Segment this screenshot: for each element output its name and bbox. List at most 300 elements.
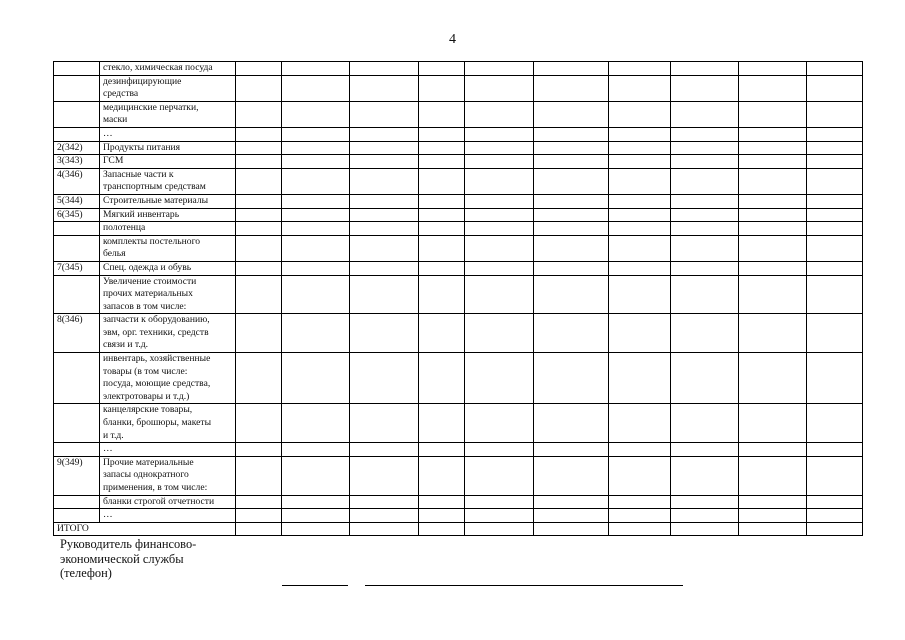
row-name-line: медицинские перчатки, <box>103 101 199 113</box>
table-row <box>54 456 863 495</box>
empty-cell <box>807 456 863 495</box>
row-name <box>100 456 236 495</box>
empty-cell <box>465 314 534 353</box>
row-code <box>54 509 100 523</box>
empty-cell <box>671 509 739 523</box>
row-code: 2(342) <box>54 141 100 155</box>
row-name <box>100 141 236 155</box>
empty-cell <box>807 75 863 101</box>
empty-cell <box>609 101 671 127</box>
empty-cell <box>236 456 282 495</box>
row-code: 3(343) <box>54 155 100 169</box>
empty-cell <box>609 127 671 141</box>
empty-cell <box>419 235 465 261</box>
row-code: 6(345) <box>54 208 100 222</box>
empty-cell <box>609 443 671 457</box>
empty-cell <box>350 404 419 443</box>
empty-cell <box>671 235 739 261</box>
empty-cell <box>350 509 419 523</box>
empty-cell <box>465 141 534 155</box>
table-row <box>54 155 863 169</box>
empty-cell <box>419 443 465 457</box>
empty-cell <box>609 141 671 155</box>
empty-cell <box>609 194 671 208</box>
row-name-line: Продукты питания <box>103 141 181 153</box>
empty-cell <box>465 222 534 236</box>
empty-cell <box>419 261 465 275</box>
empty-cell <box>350 141 419 155</box>
empty-cell <box>282 127 350 141</box>
empty-cell <box>282 353 350 404</box>
row-name-line: маски <box>103 114 128 126</box>
empty-cell <box>419 141 465 155</box>
empty-cell <box>419 75 465 101</box>
empty-cell <box>236 353 282 404</box>
empty-cell <box>419 353 465 404</box>
empty-cell <box>609 353 671 404</box>
empty-cell <box>807 208 863 222</box>
empty-cell <box>350 353 419 404</box>
empty-cell <box>609 404 671 443</box>
empty-cell <box>534 222 609 236</box>
empty-cell <box>807 222 863 236</box>
empty-cell <box>350 194 419 208</box>
empty-cell <box>236 208 282 222</box>
empty-cell <box>350 456 419 495</box>
row-name <box>100 275 236 314</box>
empty-cell <box>465 456 534 495</box>
empty-cell <box>609 456 671 495</box>
row-name-line: канцелярские товары, <box>103 404 193 416</box>
row-name-line: товары (в том числе: <box>103 365 188 377</box>
empty-cell <box>236 275 282 314</box>
signature-line-3: (телефон) <box>60 566 112 580</box>
empty-cell <box>534 456 609 495</box>
empty-cell <box>671 314 739 353</box>
empty-cell <box>534 194 609 208</box>
row-code <box>54 404 100 443</box>
row-name-line: Мягкий инвентарь <box>103 208 180 220</box>
row-code: 4(346) <box>54 168 100 194</box>
empty-cell <box>739 275 807 314</box>
empty-cell <box>807 101 863 127</box>
empty-cell <box>807 194 863 208</box>
row-code <box>54 62 100 76</box>
row-name-line: и т.д. <box>103 429 124 441</box>
row-name <box>100 314 236 353</box>
name-underline <box>365 585 683 586</box>
empty-cell <box>350 62 419 76</box>
row-code <box>54 235 100 261</box>
row-code <box>54 353 100 404</box>
empty-cell <box>534 62 609 76</box>
empty-cell <box>739 314 807 353</box>
empty-cell <box>350 495 419 509</box>
empty-cell <box>807 62 863 76</box>
empty-cell <box>534 261 609 275</box>
empty-cell <box>534 275 609 314</box>
row-code <box>54 495 100 509</box>
total-cell <box>419 522 465 536</box>
empty-cell <box>534 353 609 404</box>
row-code: 8(346) <box>54 314 100 353</box>
empty-cell <box>534 509 609 523</box>
empty-cell <box>671 495 739 509</box>
empty-cell <box>419 509 465 523</box>
table-row <box>54 509 863 523</box>
empty-cell <box>419 168 465 194</box>
empty-cell <box>739 127 807 141</box>
empty-cell <box>739 235 807 261</box>
empty-cell <box>807 314 863 353</box>
empty-cell <box>807 235 863 261</box>
empty-cell <box>350 127 419 141</box>
empty-cell <box>739 495 807 509</box>
row-name-line: посуда, моющие средства, <box>103 378 211 390</box>
empty-cell <box>419 194 465 208</box>
row-name <box>100 261 236 275</box>
empty-cell <box>282 168 350 194</box>
empty-cell <box>739 62 807 76</box>
empty-cell <box>807 261 863 275</box>
row-code: 7(345) <box>54 261 100 275</box>
table-row <box>54 443 863 457</box>
table-row <box>54 235 863 261</box>
empty-cell <box>282 75 350 101</box>
row-code <box>54 75 100 101</box>
row-name-line: запчасти к оборудованию, <box>103 314 210 326</box>
total-cell <box>350 522 419 536</box>
empty-cell <box>282 443 350 457</box>
row-name <box>100 222 236 236</box>
empty-cell <box>282 194 350 208</box>
empty-cell <box>236 443 282 457</box>
empty-cell <box>282 261 350 275</box>
table-row <box>54 314 863 353</box>
empty-cell <box>807 275 863 314</box>
row-name-line: связи и т.д. <box>103 339 149 351</box>
empty-cell <box>419 222 465 236</box>
empty-cell <box>609 261 671 275</box>
empty-cell <box>671 141 739 155</box>
empty-cell <box>739 353 807 404</box>
empty-cell <box>350 208 419 222</box>
empty-cell <box>671 168 739 194</box>
empty-cell <box>739 404 807 443</box>
row-name-line: … <box>103 127 113 139</box>
empty-cell <box>739 168 807 194</box>
row-name-line: Спец. одежда и обувь <box>103 261 192 273</box>
row-name-line: ГСМ <box>103 155 124 167</box>
row-name-line: эвм, орг. техники, средств <box>103 326 209 338</box>
empty-cell <box>807 168 863 194</box>
empty-cell <box>534 314 609 353</box>
table-row <box>54 495 863 509</box>
row-code <box>54 222 100 236</box>
total-cell <box>807 522 863 536</box>
row-name <box>100 127 236 141</box>
empty-cell <box>534 101 609 127</box>
row-name-line: бланки строгой отчетности <box>103 495 215 507</box>
total-cell <box>282 522 350 536</box>
empty-cell <box>350 275 419 314</box>
empty-cell <box>236 194 282 208</box>
empty-cell <box>534 168 609 194</box>
empty-cell <box>739 261 807 275</box>
empty-cell <box>350 155 419 169</box>
row-name-line: белья <box>103 248 126 260</box>
table-row <box>54 141 863 155</box>
row-name <box>100 101 236 127</box>
empty-cell <box>534 208 609 222</box>
table-row <box>54 353 863 404</box>
empty-cell <box>671 208 739 222</box>
empty-cell <box>739 155 807 169</box>
empty-cell <box>609 62 671 76</box>
empty-cell <box>282 404 350 443</box>
table-row <box>54 101 863 127</box>
empty-cell <box>350 168 419 194</box>
empty-cell <box>236 127 282 141</box>
page-number: 4 <box>449 32 456 47</box>
empty-cell <box>671 443 739 457</box>
empty-cell <box>534 404 609 443</box>
empty-cell <box>282 456 350 495</box>
empty-cell <box>465 261 534 275</box>
empty-cell <box>465 62 534 76</box>
empty-cell <box>534 75 609 101</box>
empty-cell <box>419 127 465 141</box>
empty-cell <box>671 194 739 208</box>
empty-cell <box>807 127 863 141</box>
empty-cell <box>534 443 609 457</box>
empty-cell <box>609 155 671 169</box>
empty-cell <box>465 127 534 141</box>
empty-cell <box>534 141 609 155</box>
empty-cell <box>534 235 609 261</box>
empty-cell <box>534 127 609 141</box>
row-name-line: электротовары и т.д.) <box>103 390 190 402</box>
empty-cell <box>236 509 282 523</box>
empty-cell <box>739 194 807 208</box>
empty-cell <box>465 443 534 457</box>
total-cell <box>236 522 282 536</box>
empty-cell <box>465 155 534 169</box>
empty-cell <box>236 155 282 169</box>
total-cell <box>739 522 807 536</box>
row-name-line: комплекты постельного <box>103 235 201 247</box>
empty-cell <box>671 261 739 275</box>
row-code <box>54 443 100 457</box>
empty-cell <box>282 208 350 222</box>
empty-cell <box>739 75 807 101</box>
row-name-line: применения, в том числе: <box>103 482 208 493</box>
empty-cell <box>282 155 350 169</box>
empty-cell <box>671 75 739 101</box>
empty-cell <box>807 141 863 155</box>
row-code: 9(349) <box>54 456 100 495</box>
empty-cell <box>236 222 282 236</box>
empty-cell <box>609 275 671 314</box>
total-cell <box>671 522 739 536</box>
row-name <box>100 509 236 523</box>
empty-cell <box>350 235 419 261</box>
table-row <box>54 127 863 141</box>
empty-cell <box>807 404 863 443</box>
empty-cell <box>419 314 465 353</box>
empty-cell <box>282 141 350 155</box>
empty-cell <box>609 222 671 236</box>
empty-cell <box>739 509 807 523</box>
total-cell <box>465 522 534 536</box>
empty-cell <box>282 509 350 523</box>
row-name <box>100 443 236 457</box>
empty-cell <box>465 208 534 222</box>
empty-cell <box>282 235 350 261</box>
empty-cell <box>465 194 534 208</box>
row-name-line: полотенца <box>103 222 146 234</box>
row-name-line: средства <box>103 88 139 100</box>
empty-cell <box>236 404 282 443</box>
row-name-line: стекло, химическая посуда <box>103 62 213 73</box>
table-row <box>54 62 863 76</box>
row-name <box>100 168 236 194</box>
row-name <box>100 62 236 76</box>
empty-cell <box>236 101 282 127</box>
empty-cell <box>282 222 350 236</box>
row-name-line: транспортным средствам <box>103 181 206 193</box>
empty-cell <box>807 353 863 404</box>
empty-cell <box>671 127 739 141</box>
empty-cell <box>807 495 863 509</box>
row-name <box>100 155 236 169</box>
row-name-line: Увеличение стоимости <box>103 275 197 287</box>
empty-cell <box>465 353 534 404</box>
empty-cell <box>419 62 465 76</box>
empty-cell <box>236 75 282 101</box>
row-name-line: дезинфицирующие <box>103 75 182 87</box>
row-name-line: инвентарь, хозяйственные <box>103 353 211 365</box>
row-name-line: запасов в том числе: <box>103 300 187 312</box>
empty-cell <box>419 495 465 509</box>
table-row <box>54 222 863 236</box>
row-code <box>54 275 100 314</box>
row-code: 5(344) <box>54 194 100 208</box>
row-name <box>100 404 236 443</box>
empty-cell <box>609 168 671 194</box>
empty-cell <box>671 101 739 127</box>
empty-cell <box>671 404 739 443</box>
empty-cell <box>609 314 671 353</box>
empty-cell <box>282 275 350 314</box>
empty-cell <box>534 495 609 509</box>
empty-cell <box>350 443 419 457</box>
row-code <box>54 101 100 127</box>
table-body <box>54 62 863 536</box>
empty-cell <box>465 404 534 443</box>
empty-cell <box>807 509 863 523</box>
table-row <box>54 275 863 314</box>
empty-cell <box>350 314 419 353</box>
empty-cell <box>465 495 534 509</box>
empty-cell <box>465 275 534 314</box>
table-row <box>54 261 863 275</box>
empty-cell <box>419 275 465 314</box>
empty-cell <box>465 168 534 194</box>
empty-cell <box>282 101 350 127</box>
row-name-line: запасы однократного <box>103 469 189 481</box>
empty-cell <box>236 168 282 194</box>
empty-cell <box>350 261 419 275</box>
row-name-line: Запасные части к <box>103 168 174 180</box>
table-row <box>54 404 863 443</box>
empty-cell <box>739 101 807 127</box>
empty-cell <box>465 235 534 261</box>
table-row <box>54 168 863 194</box>
empty-cell <box>609 235 671 261</box>
total-cell <box>609 522 671 536</box>
empty-cell <box>671 456 739 495</box>
empty-cell <box>671 275 739 314</box>
row-name-line: бланки, брошюры, макеты <box>103 417 212 429</box>
row-code <box>54 127 100 141</box>
empty-cell <box>671 222 739 236</box>
empty-cell <box>671 353 739 404</box>
empty-cell <box>419 456 465 495</box>
empty-cell <box>419 208 465 222</box>
empty-cell <box>739 222 807 236</box>
empty-cell <box>609 208 671 222</box>
signature-line-1: Руководитель финансово- <box>60 537 197 551</box>
row-name-line: Прочие материальные <box>103 456 194 468</box>
signature-line-2: экономической службы <box>60 551 184 566</box>
row-name <box>100 495 236 509</box>
empty-cell <box>609 75 671 101</box>
empty-cell <box>807 155 863 169</box>
total-row <box>54 522 863 536</box>
empty-cell <box>671 155 739 169</box>
empty-cell <box>236 235 282 261</box>
empty-cell <box>282 495 350 509</box>
empty-cell <box>236 62 282 76</box>
empty-cell <box>282 62 350 76</box>
table-row <box>54 194 863 208</box>
empty-cell <box>465 101 534 127</box>
row-name-line: Строительные материалы <box>103 194 209 206</box>
empty-cell <box>739 456 807 495</box>
signature-underline <box>282 585 348 586</box>
empty-cell <box>609 495 671 509</box>
row-name-line: … <box>103 443 113 455</box>
table-row <box>54 75 863 101</box>
total-cell <box>534 522 609 536</box>
empty-cell <box>465 75 534 101</box>
empty-cell <box>350 75 419 101</box>
empty-cell <box>350 101 419 127</box>
empty-cell <box>739 443 807 457</box>
empty-cell <box>236 261 282 275</box>
row-name <box>100 235 236 261</box>
row-name <box>100 75 236 101</box>
empty-cell <box>419 404 465 443</box>
empty-cell <box>236 495 282 509</box>
empty-cell <box>419 101 465 127</box>
row-name <box>100 353 236 404</box>
empty-cell <box>739 208 807 222</box>
empty-cell <box>534 155 609 169</box>
row-name-line: прочих материальных <box>103 288 193 300</box>
row-name-line: … <box>103 509 113 521</box>
